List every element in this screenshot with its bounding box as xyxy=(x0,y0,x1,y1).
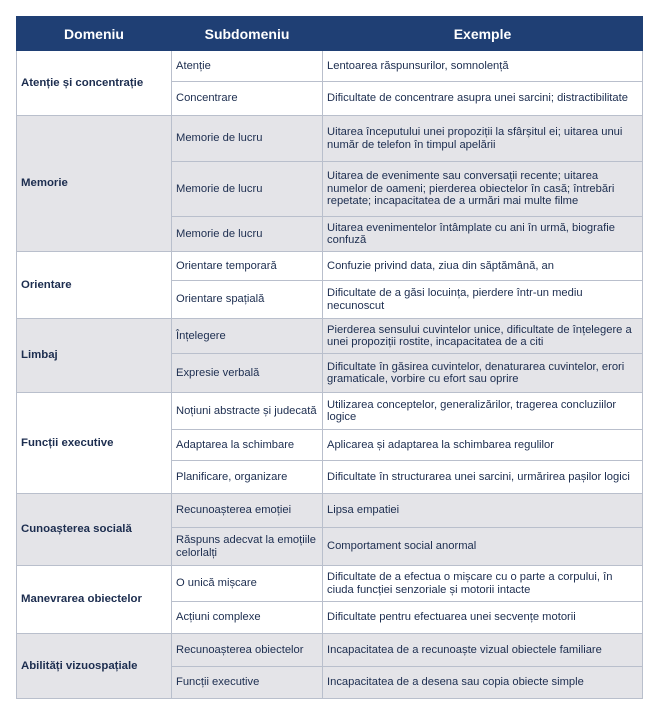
domain-cell: Limbaj xyxy=(17,319,172,393)
domain-cell: Memorie xyxy=(17,116,172,252)
example-cell: Dificultate în găsirea cuvintelor, denaturarea cuvintelor, erori gramaticale, vorbire cu efort sau oprire xyxy=(323,354,643,393)
header-subdomain: Subdomeniu xyxy=(172,17,323,51)
subdomain-cell: Răspuns adecvat la emoțiile celorlalți xyxy=(172,528,323,566)
example-cell: Incapacitatea de a recunoaște vizual obiectele familiare xyxy=(323,634,643,667)
domain-cell: Atenție și concentrație xyxy=(17,51,172,116)
table-row xyxy=(17,319,643,354)
subdomain-cell: Funcții executive xyxy=(172,667,323,699)
table-row xyxy=(17,634,643,667)
example-cell: Pierderea sensului cuvintelor unice, dificultate de înțelegere a unei propoziții rostite, incapacitatea de a citi xyxy=(323,319,643,354)
example-cell: Incapacitatea de a desena sau copia obiecte simple xyxy=(323,667,643,699)
subdomain-cell: Acțiuni complexe xyxy=(172,602,323,634)
example-cell: Dificultate de a găsi locuința, pierdere într-un mediu necunoscut xyxy=(323,281,643,319)
table-row xyxy=(17,494,643,528)
subdomain-cell: Înțelegere xyxy=(172,319,323,354)
domain-cell: Manevrarea obiectelor xyxy=(17,566,172,634)
example-cell: Lentoarea răspunsurilor, somnolență xyxy=(323,51,643,82)
subdomain-cell: Orientare spațială xyxy=(172,281,323,319)
example-cell: Aplicarea și adaptarea la schimbarea regulilor xyxy=(323,430,643,461)
example-cell: Uitarea începutului unei propoziții la sfârșitul ei; uitarea unui număr de telefon în timpul apelării xyxy=(323,116,643,162)
table-row xyxy=(17,393,643,430)
example-cell: Comportament social anormal xyxy=(323,528,643,566)
example-cell: Dificultate de a efectua o mișcare cu o parte a corpului, în ciuda funcției senzoriale și motorii intacte xyxy=(323,566,643,602)
subdomain-cell: Recunoașterea obiectelor xyxy=(172,634,323,667)
example-cell: Confuzie privind data, ziua din săptămână, an xyxy=(323,252,643,281)
table-body xyxy=(17,51,643,699)
example-cell: Dificultate pentru efectuarea unei secvențe motorii xyxy=(323,602,643,634)
subdomain-cell: Memorie de lucru xyxy=(172,217,323,252)
subdomain-cell: Memorie de lucru xyxy=(172,162,323,217)
example-cell: Uitarea de evenimente sau conversații recente; uitarea numelor de oameni; pierderea obiectelor în casă; întrebări repetate; incapacitatea de a urmări mai multe filme xyxy=(323,162,643,217)
subdomain-cell: Expresie verbală xyxy=(172,354,323,393)
table-row xyxy=(17,566,643,602)
subdomain-cell: Planificare, organizare xyxy=(172,461,323,494)
subdomain-cell: Concentrare xyxy=(172,82,323,116)
example-cell: Dificultate de concentrare asupra unei sarcini; distractibilitate xyxy=(323,82,643,116)
domain-cell: Orientare xyxy=(17,252,172,319)
subdomain-cell: Atenție xyxy=(172,51,323,82)
table-row xyxy=(17,252,643,281)
domain-cell: Abilități vizuospațiale xyxy=(17,634,172,699)
subdomain-cell: Orientare temporară xyxy=(172,252,323,281)
subdomain-cell: Memorie de lucru xyxy=(172,116,323,162)
subdomain-cell: Adaptarea la schimbare xyxy=(172,430,323,461)
subdomain-cell: O unică mișcare xyxy=(172,566,323,602)
header-domain: Domeniu xyxy=(17,17,172,51)
table-header-row xyxy=(17,17,643,51)
example-cell: Lipsa empatiei xyxy=(323,494,643,528)
header-examples: Exemple xyxy=(323,17,643,51)
example-cell: Uitarea evenimentelor întâmplate cu ani în urmă, biografie confuză xyxy=(323,217,643,252)
subdomain-cell: Recunoașterea emoției xyxy=(172,494,323,528)
example-cell: Utilizarea conceptelor, generalizărilor, tragerea concluziilor logice xyxy=(323,393,643,430)
domain-cell: Cunoașterea socială xyxy=(17,494,172,566)
subdomain-cell: Noțiuni abstracte și judecată xyxy=(172,393,323,430)
table-row xyxy=(17,51,643,82)
table-row xyxy=(17,116,643,162)
example-cell: Dificultate în structurarea unei sarcini, urmărirea pașilor logici xyxy=(323,461,643,494)
domains-table-container xyxy=(16,16,642,699)
cognitive-domains-table xyxy=(16,16,643,699)
domain-cell: Funcții executive xyxy=(17,393,172,494)
